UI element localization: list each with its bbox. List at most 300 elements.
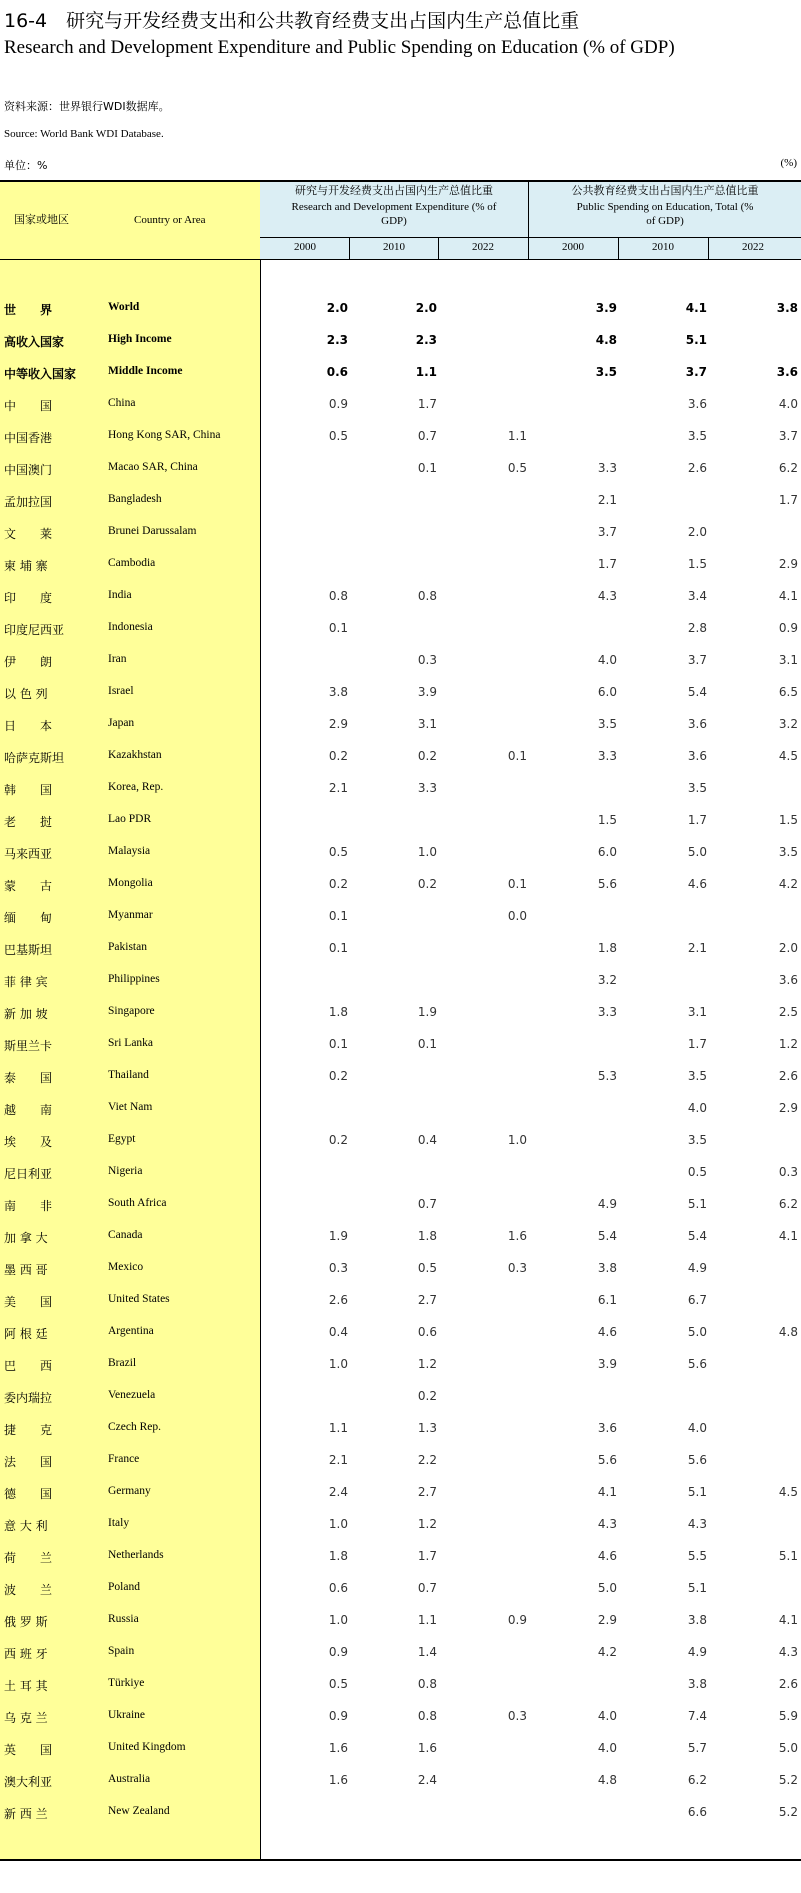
country-name-zh: 孟加拉国 [4, 495, 53, 509]
table-row [0, 1796, 801, 1828]
table-row [0, 612, 801, 644]
value-cell: 0.2 [328, 877, 348, 891]
table-row [0, 964, 801, 996]
value-cell: 3.7 [778, 429, 798, 443]
value-cell: 0.5 [328, 429, 348, 443]
country-name-en: Egypt [108, 1133, 136, 1145]
table-row [0, 388, 801, 420]
value-cell: 0.7 [417, 429, 437, 443]
table-top-rule [0, 180, 801, 182]
value-cell: 3.3 [597, 1005, 617, 1019]
value-cell: 1.7 [687, 1037, 707, 1051]
value-cell: 2.2 [417, 1453, 437, 1467]
value-cell: 1.8 [597, 941, 617, 955]
country-name-zh: 伊 朗 [4, 655, 53, 669]
value-cell: 6.6 [687, 1805, 707, 1819]
value-cell: 1.7 [597, 557, 617, 571]
table-row [0, 420, 801, 452]
value-cell: 0.8 [417, 1677, 437, 1691]
table-row [0, 772, 801, 804]
value-cell: 0.4 [417, 1133, 437, 1147]
value-cell: 4.1 [778, 589, 798, 603]
value-cell: 4.1 [778, 1613, 798, 1627]
value-cell: 3.6 [597, 1421, 617, 1435]
table-row [0, 452, 801, 484]
country-name-en: Mongolia [108, 877, 153, 889]
value-cell: 3.8 [687, 1613, 707, 1627]
value-cell: 1.3 [417, 1421, 437, 1435]
value-cell: 3.2 [597, 973, 617, 987]
country-name-zh: 日 本 [4, 719, 53, 733]
value-cell: 0.2 [328, 749, 348, 763]
value-cell: 4.3 [597, 589, 617, 603]
value-cell: 6.1 [597, 1293, 617, 1307]
value-cell: 5.6 [597, 1453, 617, 1467]
country-name-en: Cambodia [108, 557, 156, 569]
country-name-en: Myanmar [108, 909, 153, 921]
table-row [0, 580, 801, 612]
value-cell: 5.9 [778, 1709, 798, 1723]
country-name-zh: 韩 国 [4, 783, 53, 797]
value-cell: 2.3 [415, 333, 437, 347]
value-cell: 3.5 [778, 845, 798, 859]
country-name-en: Germany [108, 1485, 151, 1497]
country-name-zh: 波 兰 [4, 1583, 53, 1597]
country-name-zh: 荷 兰 [4, 1551, 53, 1565]
table-title-zh: 16-4 研究与开发经费支出和公共教育经费支出占国内生产总值比重 [4, 10, 580, 32]
header-bottom-rule [0, 259, 801, 260]
value-cell: 3.6 [687, 749, 707, 763]
country-name-zh: 土 耳 其 [4, 1679, 48, 1693]
value-cell: 0.9 [328, 397, 348, 411]
country-name-zh: 马来西亚 [4, 847, 53, 861]
country-name-en: Brunei Darussalam [108, 525, 197, 537]
value-cell: 0.6 [417, 1325, 437, 1339]
country-name-zh: 柬 埔 寨 [4, 559, 48, 573]
value-cell: 5.6 [597, 877, 617, 891]
table-row [0, 1348, 801, 1380]
value-cell: 6.7 [687, 1293, 707, 1307]
value-cell: 5.5 [687, 1549, 707, 1563]
country-name-en: China [108, 397, 136, 409]
value-cell: 5.1 [687, 1485, 707, 1499]
header-rd-en: Research and Development Expenditure (% of GDP) [291, 201, 497, 227]
table-row [0, 1316, 801, 1348]
country-name-zh: 捷 克 [4, 1423, 53, 1437]
value-cell: 3.1 [417, 717, 437, 731]
country-name-zh: 墨 西 哥 [4, 1263, 48, 1277]
country-name-zh: 老 挝 [4, 815, 53, 829]
value-cell: 0.5 [687, 1165, 707, 1179]
table-row [0, 292, 801, 324]
header-edu-en: Public Spending on Education, Total (% of GDP) [576, 201, 754, 227]
value-cell: 0.9 [507, 1613, 527, 1627]
table-row [0, 1412, 801, 1444]
value-cell: 3.6 [687, 717, 707, 731]
value-cell: 5.1 [687, 1581, 707, 1595]
value-cell: 1.7 [778, 493, 798, 507]
value-cell: 4.8 [595, 333, 617, 347]
value-cell: 5.0 [778, 1741, 798, 1755]
table-row [0, 1604, 801, 1636]
country-name-zh: 哈萨克斯坦 [4, 751, 65, 765]
table-row [0, 1700, 801, 1732]
table-row [0, 900, 801, 932]
year-header: 2022 [742, 241, 764, 253]
value-cell: 4.0 [597, 1709, 617, 1723]
table-row [0, 1188, 801, 1220]
table-row [0, 1668, 801, 1700]
country-name-en: Brazil [108, 1357, 137, 1369]
value-cell: 1.2 [417, 1357, 437, 1371]
value-cell: 1.5 [687, 557, 707, 571]
country-name-en: Mexico [108, 1261, 144, 1273]
value-cell: 0.8 [417, 589, 437, 603]
country-name-zh: 中国澳门 [4, 463, 53, 477]
country-name-en: New Zealand [108, 1805, 170, 1817]
country-name-en: Israel [108, 685, 134, 697]
table-row [0, 1540, 801, 1572]
value-cell: 1.8 [328, 1005, 348, 1019]
value-cell: 6.0 [597, 685, 617, 699]
country-name-zh: 蒙 古 [4, 879, 53, 893]
country-name-en: Spain [108, 1645, 135, 1657]
value-cell: 2.9 [597, 1613, 617, 1627]
value-cell: 3.7 [685, 365, 707, 379]
table-row [0, 1732, 801, 1764]
value-cell: 0.3 [328, 1261, 348, 1275]
table-row [0, 996, 801, 1028]
value-cell: 4.5 [778, 749, 798, 763]
value-cell: 0.0 [507, 909, 527, 923]
country-name-zh: 以 色 列 [4, 687, 48, 701]
value-cell: 4.9 [687, 1645, 707, 1659]
table-row [0, 740, 801, 772]
value-cell: 5.6 [687, 1453, 707, 1467]
value-cell: 0.4 [328, 1325, 348, 1339]
table-row [0, 1508, 801, 1540]
value-cell: 0.3 [507, 1709, 527, 1723]
value-cell: 4.0 [597, 1741, 617, 1755]
value-cell: 1.6 [417, 1741, 437, 1755]
value-cell: 0.1 [417, 461, 437, 475]
value-cell: 1.7 [417, 397, 437, 411]
value-cell: 3.5 [687, 429, 707, 443]
country-name-en: France [108, 1453, 140, 1465]
value-cell: 4.0 [778, 397, 798, 411]
country-name-en: Iran [108, 653, 127, 665]
value-cell: 4.1 [685, 301, 707, 315]
value-cell: 0.3 [507, 1261, 527, 1275]
value-cell: 5.6 [687, 1357, 707, 1371]
value-cell: 6.2 [687, 1773, 707, 1787]
country-name-en: High Income [108, 333, 172, 345]
value-cell: 3.5 [595, 365, 617, 379]
value-cell: 2.6 [778, 1677, 798, 1691]
value-cell: 0.3 [778, 1165, 798, 1179]
value-cell: 2.1 [687, 941, 707, 955]
value-cell: 1.0 [328, 1357, 348, 1371]
country-name-zh: 中国香港 [4, 431, 53, 445]
value-cell: 2.5 [778, 1005, 798, 1019]
value-cell: 0.1 [328, 621, 348, 635]
source-note-en: Source: World Bank WDI Database. [4, 128, 164, 140]
header-country-en: Country or Area [134, 214, 206, 226]
value-cell: 0.9 [328, 1709, 348, 1723]
table-row [0, 1092, 801, 1124]
value-cell: 7.4 [687, 1709, 707, 1723]
value-cell: 1.4 [417, 1645, 437, 1659]
country-name-en: Korea, Rep. [108, 781, 164, 793]
table-row [0, 804, 801, 836]
header-country-zh: 国家或地区 [14, 213, 69, 226]
value-cell: 0.6 [326, 365, 348, 379]
value-cell: 5.1 [685, 333, 707, 347]
value-cell: 1.8 [328, 1549, 348, 1563]
country-name-zh: 印度尼西亚 [4, 623, 65, 637]
table-row [0, 644, 801, 676]
table-row [0, 1252, 801, 1284]
country-name-zh: 缅 甸 [4, 911, 53, 925]
value-cell: 3.3 [597, 749, 617, 763]
country-name-zh: 南 非 [4, 1199, 53, 1213]
value-cell: 2.9 [778, 557, 798, 571]
country-name-zh: 新 加 坡 [4, 1007, 48, 1021]
country-name-en: Thailand [108, 1069, 149, 1081]
value-cell: 1.2 [778, 1037, 798, 1051]
value-cell: 0.5 [507, 461, 527, 475]
value-cell: 4.3 [687, 1517, 707, 1531]
country-name-en: World [108, 301, 140, 313]
year-header: 2022 [472, 241, 494, 253]
table-row [0, 1636, 801, 1668]
value-cell: 1.2 [417, 1517, 437, 1531]
year-header: 2000 [294, 241, 316, 253]
country-name-en: Russia [108, 1613, 139, 1625]
value-cell: 5.7 [687, 1741, 707, 1755]
value-cell: 2.0 [326, 301, 348, 315]
country-name-en: Kazakhstan [108, 749, 162, 761]
value-cell: 2.0 [415, 301, 437, 315]
value-cell: 4.8 [597, 1773, 617, 1787]
value-cell: 3.6 [687, 397, 707, 411]
value-cell: 2.1 [328, 781, 348, 795]
country-name-en: Singapore [108, 1005, 155, 1017]
table-row [0, 868, 801, 900]
value-cell: 2.7 [417, 1293, 437, 1307]
value-cell: 4.3 [778, 1645, 798, 1659]
value-cell: 2.1 [597, 493, 617, 507]
value-cell: 2.3 [326, 333, 348, 347]
value-cell: 3.1 [687, 1005, 707, 1019]
year-header: 2000 [562, 241, 584, 253]
table-row [0, 1156, 801, 1188]
country-name-en: Nigeria [108, 1165, 143, 1177]
value-cell: 5.1 [778, 1549, 798, 1563]
value-cell: 3.8 [687, 1677, 707, 1691]
country-name-en: Italy [108, 1517, 130, 1529]
value-cell: 0.1 [328, 909, 348, 923]
year-row-rule [260, 237, 801, 238]
value-cell: 1.1 [328, 1421, 348, 1435]
table-row [0, 1444, 801, 1476]
source-note-zh: 资料来源：世界银行WDI数据库。 [4, 100, 170, 113]
value-cell: 0.7 [417, 1581, 437, 1595]
value-cell: 1.0 [417, 845, 437, 859]
country-name-en: Poland [108, 1581, 140, 1593]
country-name-zh: 斯里兰卡 [4, 1039, 53, 1053]
value-cell: 2.1 [328, 1453, 348, 1467]
value-cell: 1.6 [507, 1229, 527, 1243]
value-cell: 1.6 [328, 1741, 348, 1755]
table-row [0, 1220, 801, 1252]
value-cell: 2.9 [778, 1101, 798, 1115]
value-cell: 3.5 [687, 1069, 707, 1083]
value-cell: 3.9 [595, 301, 617, 315]
value-cell: 3.4 [687, 589, 707, 603]
table-title-en: Research and Development Expenditure and Public Spending on Education (% of GDP) [4, 37, 675, 58]
value-cell: 0.5 [328, 845, 348, 859]
value-cell: 3.5 [687, 781, 707, 795]
value-cell: 0.3 [417, 653, 437, 667]
value-cell: 0.1 [328, 1037, 348, 1051]
value-cell: 2.9 [328, 717, 348, 731]
table-row [0, 1124, 801, 1156]
value-cell: 0.7 [417, 1197, 437, 1211]
value-cell: 5.0 [597, 1581, 617, 1595]
value-cell: 3.7 [597, 525, 617, 539]
unit-label-pct: (%) [780, 157, 797, 169]
value-cell: 4.1 [597, 1485, 617, 1499]
value-cell: 6.5 [778, 685, 798, 699]
value-cell: 4.9 [687, 1261, 707, 1275]
country-name-zh: 菲 律 宾 [4, 975, 48, 989]
country-name-en: Türkiye [108, 1677, 145, 1689]
country-name-zh: 文 莱 [4, 527, 53, 541]
country-name-en: Malaysia [108, 845, 151, 857]
country-name-zh: 中 国 [4, 399, 53, 413]
table-row [0, 1284, 801, 1316]
value-cell: 4.0 [687, 1101, 707, 1115]
country-name-zh: 巴 西 [4, 1359, 53, 1373]
country-name-en: Sri Lanka [108, 1037, 154, 1049]
country-name-en: Pakistan [108, 941, 147, 953]
country-name-zh: 泰 国 [4, 1071, 53, 1085]
table-bottom-rule [0, 1859, 801, 1861]
table-row [0, 1476, 801, 1508]
value-cell: 3.8 [776, 301, 798, 315]
value-cell: 0.1 [328, 941, 348, 955]
country-name-en: South Africa [108, 1197, 167, 1209]
value-cell: 1.7 [417, 1549, 437, 1563]
country-name-zh: 印 度 [4, 591, 53, 605]
country-name-zh: 澳大利亚 [4, 1775, 53, 1789]
table-row [0, 1380, 801, 1412]
value-cell: 0.1 [417, 1037, 437, 1051]
value-cell: 1.1 [507, 429, 527, 443]
country-name-zh: 德 国 [4, 1487, 53, 1501]
header-edu-zh: 公共教育经费支出占国内生产总值比重 [571, 184, 759, 197]
value-cell: 3.1 [778, 653, 798, 667]
value-cell: 5.4 [687, 1229, 707, 1243]
table-row [0, 324, 801, 356]
country-name-en: Middle Income [108, 365, 183, 377]
value-cell: 0.2 [417, 749, 437, 763]
country-name-zh: 埃 及 [4, 1135, 53, 1149]
value-cell: 6.0 [597, 845, 617, 859]
table-row [0, 708, 801, 740]
country-name-en: Netherlands [108, 1549, 164, 1561]
value-cell: 3.5 [597, 717, 617, 731]
country-name-zh: 新 西 兰 [4, 1807, 48, 1821]
value-cell: 2.0 [778, 941, 798, 955]
value-cell: 4.6 [597, 1325, 617, 1339]
value-cell: 0.9 [778, 621, 798, 635]
country-name-en: Indonesia [108, 621, 153, 633]
country-name-en: Viet Nam [108, 1101, 153, 1113]
country-name-zh: 意 大 利 [4, 1519, 48, 1533]
country-name-zh: 西 班 牙 [4, 1647, 48, 1661]
value-cell: 1.0 [507, 1133, 527, 1147]
value-cell: 5.1 [687, 1197, 707, 1211]
value-cell: 5.2 [778, 1805, 798, 1819]
value-cell: 3.8 [597, 1261, 617, 1275]
table-row [0, 836, 801, 868]
table-row [0, 484, 801, 516]
country-name-en: Bangladesh [108, 493, 162, 505]
value-cell: 4.6 [597, 1549, 617, 1563]
value-cell: 0.6 [328, 1581, 348, 1595]
value-cell: 4.0 [597, 653, 617, 667]
country-name-zh: 阿 根 廷 [4, 1327, 48, 1341]
value-cell: 2.6 [328, 1293, 348, 1307]
value-cell: 4.5 [778, 1485, 798, 1499]
country-name-zh: 世 界 [4, 303, 53, 317]
value-cell: 3.6 [776, 365, 798, 379]
value-cell: 1.1 [415, 365, 437, 379]
value-cell: 5.3 [597, 1069, 617, 1083]
value-cell: 3.9 [417, 685, 437, 699]
table-row [0, 356, 801, 388]
country-name-en: Canada [108, 1229, 143, 1241]
value-cell: 1.0 [328, 1613, 348, 1627]
value-cell: 4.2 [597, 1645, 617, 1659]
value-cell: 3.2 [778, 717, 798, 731]
value-cell: 1.9 [328, 1229, 348, 1243]
value-cell: 4.9 [597, 1197, 617, 1211]
value-cell: 0.9 [328, 1645, 348, 1659]
value-cell: 1.0 [328, 1517, 348, 1531]
country-name-zh: 巴基斯坦 [4, 943, 53, 957]
country-name-zh: 委内瑞拉 [4, 1391, 53, 1405]
value-cell: 5.4 [597, 1229, 617, 1243]
country-name-en: Czech Rep. [108, 1421, 162, 1433]
table-row [0, 1572, 801, 1604]
country-name-en: Ukraine [108, 1709, 146, 1721]
country-name-zh: 英 国 [4, 1743, 53, 1757]
table-row [0, 676, 801, 708]
country-name-zh: 美 国 [4, 1295, 53, 1309]
value-cell: 1.9 [417, 1005, 437, 1019]
value-cell: 2.6 [687, 461, 707, 475]
country-name-en: Venezuela [108, 1389, 156, 1401]
value-cell: 2.4 [417, 1773, 437, 1787]
value-cell: 0.1 [507, 749, 527, 763]
value-cell: 2.6 [778, 1069, 798, 1083]
value-cell: 0.2 [417, 1389, 437, 1403]
year-header: 2010 [383, 241, 405, 253]
country-name-zh: 乌 克 兰 [4, 1711, 48, 1725]
